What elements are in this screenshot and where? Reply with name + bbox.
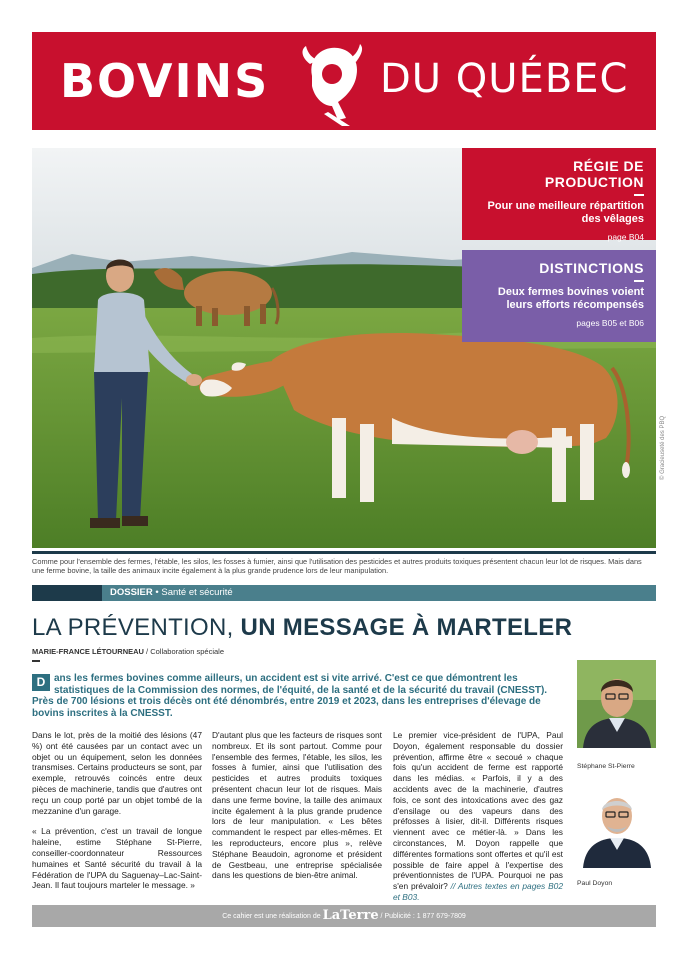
article-headline <box>32 614 656 642</box>
headline-light: LA PRÉVENTION, <box>32 614 234 641</box>
photo-divider <box>32 551 656 554</box>
teaser-distinctions[interactable] <box>462 250 656 342</box>
byline <box>32 647 224 656</box>
section-label-sub: • Santé et sécurité <box>152 587 233 598</box>
section-label <box>110 587 233 598</box>
teaser-title: DISTINCTIONS <box>539 260 644 276</box>
byline-dash <box>32 660 40 662</box>
bull-head-logo-icon <box>298 40 368 126</box>
masthead <box>32 32 656 130</box>
portrait-caption: Stéphane St-Pierre <box>577 763 635 770</box>
page-reference: // Autres textes en pages B02 et B03. <box>393 881 563 902</box>
portrait-stephane-st-pierre <box>577 660 656 748</box>
teaser-text: Pour une meilleure répartition des vêlages <box>487 200 644 225</box>
headline-bold: UN MESSAGE À MARTELER <box>233 614 573 641</box>
paragraph: « La prévention, c'est un travail de longue haleine, estime Stéphane St-Pierre, conseiller-coordonnateur Ressources humaines et Santé sécurité du travail à la Fédération de l'UPA du Saguenay–Lac-Saint-Jean. Il faut toujours marteler le message. » <box>32 826 202 891</box>
section-bar <box>32 585 656 601</box>
teaser-dash <box>634 280 644 282</box>
teaser-text: Deux fermes bovines voient leurs efforts récompensés <box>497 286 644 311</box>
section-bar-accent <box>32 585 102 601</box>
drop-cap: D <box>32 674 50 691</box>
photo-caption: Comme pour l'ensemble des fermes, l'étable, les silos, les fosses à fumier, ainsi que l'utilisation des pesticides et autres produits toxiques présentent chacun leur lot de risques. Mais dans une ferme bovine, la taille des animaux incite également à la plus grande prudence lors de leur manipulation. <box>32 557 642 575</box>
teaser-regie-production[interactable] <box>462 148 656 240</box>
author-name: MARIE-FRANCE LÉTOURNEAU <box>32 647 144 656</box>
author-role: / Collaboration spéciale <box>143 647 224 656</box>
teaser-page: pages B05 et B06 <box>576 318 644 328</box>
photo-credit: © Gracieuseté des PBQ <box>660 415 666 480</box>
paragraph <box>393 730 563 903</box>
footer-bar <box>32 905 656 927</box>
article-column-3 <box>393 730 563 903</box>
article-column-1 <box>32 730 202 891</box>
portrait-caption: Paul Doyon <box>577 880 613 887</box>
teaser-page: page B04 <box>607 232 644 242</box>
article-lead <box>32 673 564 719</box>
portrait-paul-doyon <box>577 780 656 868</box>
article-column-2 <box>212 730 382 881</box>
paragraph-text: Le premier vice-président de l'UPA, Paul Doyon, également responsable du dossier prévention, affirme être « secoué » chaque fois qu'un accident de ferme est rapporté dans les médias. « Parfois, il y a des accidents avec de la machinerie, d'autres fois, ce sont des intoxications avec des gaz d'ensilage ou des vapeurs dans des préfosses à lisier, dit-il. Différents risques viennent avec ce métier-là. » Dans les circonstances, M. Doyon rappelle que différentes formations sont offertes et qu'il est possible de faire appel à l'expertise des préventionnistes de l'UPA. Pourquoi ne pas s'en prévaloir? <box>393 730 563 892</box>
teaser-title: RÉGIE DE PRODUCTION <box>544 158 644 190</box>
footer-prefix: Ce cahier est une réalisation de <box>222 912 323 920</box>
lead-text: ans les fermes bovines comme ailleurs, un accident est si vite arrivé. C'est ce que démontrent les statistiques de la Commission des normes, de l'équité, de la santé et de la sécurité du travail (CNESST). Près de 700 lésions et trois décès ont été dénombrés, entre 2019 et 2023, dans les entreprises d'élevage de bovins inscrites à la CNESST. <box>32 673 548 719</box>
paragraph: Dans le lot, près de la moitié des lésions (47 %) ont été causées par un contact avec un objet ou un équipement, selon les données transmises. Certains producteurs se sont, par exemple, retrouvés coincés entre deux pièces de machinerie, tandis que d'autres ont reçu un coup porté par un objet tombé de la mezzanine d'un garage. <box>32 730 202 816</box>
masthead-bovins: BOVINS <box>60 54 270 108</box>
masthead-du-quebec: DU QUÉBEC <box>380 56 629 102</box>
section-label-main: DOSSIER <box>110 587 153 598</box>
la-terre-logo: LaTerre <box>322 908 379 923</box>
teaser-dash <box>634 194 644 196</box>
footer-suffix: / Publicité : 1 877 679-7809 <box>378 912 466 920</box>
paragraph: D'autant plus que les facteurs de risques sont nombreux. Et ils sont partout. Comme pour l'ensemble des fermes, l'étable, les silos, les fosses à fumier, ainsi que l'utilisation des pesticides et autres produits toxiques présentent chacun leur lot de risques. Mais dans une ferme bovine, la taille des animaux incite également à la plus grande prudence lors de leur manipulation. « Les bêtes commandent le respect par elles-mêmes. Et les reproducteurs, encore plus », relève Stéphane Beaudoin, agronome et président de Gestbeau, une entreprise spécialisée dans les questions de bien-être animal. <box>212 730 382 881</box>
